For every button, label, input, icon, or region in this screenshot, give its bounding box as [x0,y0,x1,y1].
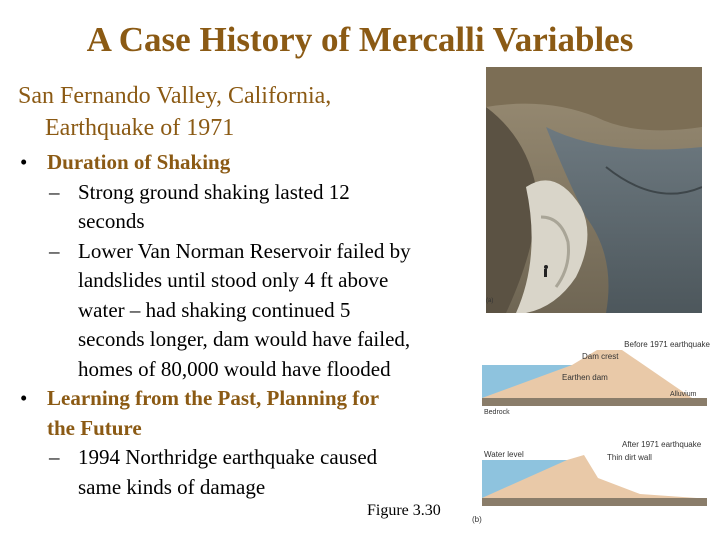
sub-bullet-line: Strong ground shaking lasted 12 [78,179,350,204]
sub-bullet-line: seconds longer, dam would have failed, [78,327,411,351]
bedrock-before [482,398,707,406]
bullet-learning-from-past [20,384,480,443]
bullet-text: Learning from the Past, Planning for [47,386,380,410]
slide-title: A Case History of Mercalli Variables [86,20,634,59]
bullet-dot: • [20,150,28,174]
thin-dirt-wall-label: Thin dirt wall [607,453,652,462]
part-b-label: (b) [472,515,482,524]
sub-bullet-line: Lower Van Norman Reservoir failed by [78,238,411,263]
sub-bullet-dash: – [49,445,60,469]
bullet-dot: • [20,386,28,410]
sub-bullet-dash: – [49,179,60,204]
sub-bullet-line: homes of 80,000 would have flooded [78,356,391,381]
subtitle-line-1: San Fernando Valley, California, [18,83,332,109]
sub-bullet-shaking-duration [20,178,480,237]
sub-bullet-line: water – had shaking continued 5 [78,297,351,322]
sub-bullet-line: landslides until stood only 4 ft above [78,268,389,292]
figure-caption: Figure 3.30 [367,502,441,519]
bullet-duration-of-shaking [20,148,480,178]
sub-bullet-line: seconds [78,209,145,233]
slide-subtitle [18,80,478,144]
bedrock-label: Bedrock [484,409,510,416]
dam-cross-section-diagram [472,328,712,528]
photo-label: (a) [486,298,494,304]
dam-crest-label: Dam crest [582,352,619,361]
sub-bullet-dash: – [49,238,60,263]
bullet-list [20,148,480,502]
bedrock-after [482,498,707,506]
bullet-text: the Future [47,415,142,440]
sub-bullet-line: 1994 Northridge earthquake caused [78,445,378,469]
sub-bullet-reservoir [20,237,480,385]
bullet-text: Duration of Shaking [47,150,231,174]
water-level-label: Water level [484,450,524,459]
earthen-dam-label: Earthen dam [562,373,608,382]
subtitle-line-2: Earthquake of 1971 [45,115,235,141]
dam-photo [486,67,702,313]
sub-bullet-northridge [20,443,480,502]
after-title: After 1971 earthquake [622,440,702,449]
sub-bullet-line: same kinds of damage [78,474,266,499]
water-level-label: Water level [484,355,524,364]
alluvium-label: Alluvium [670,391,697,398]
before-title: Before 1971 earthquake [624,340,710,349]
